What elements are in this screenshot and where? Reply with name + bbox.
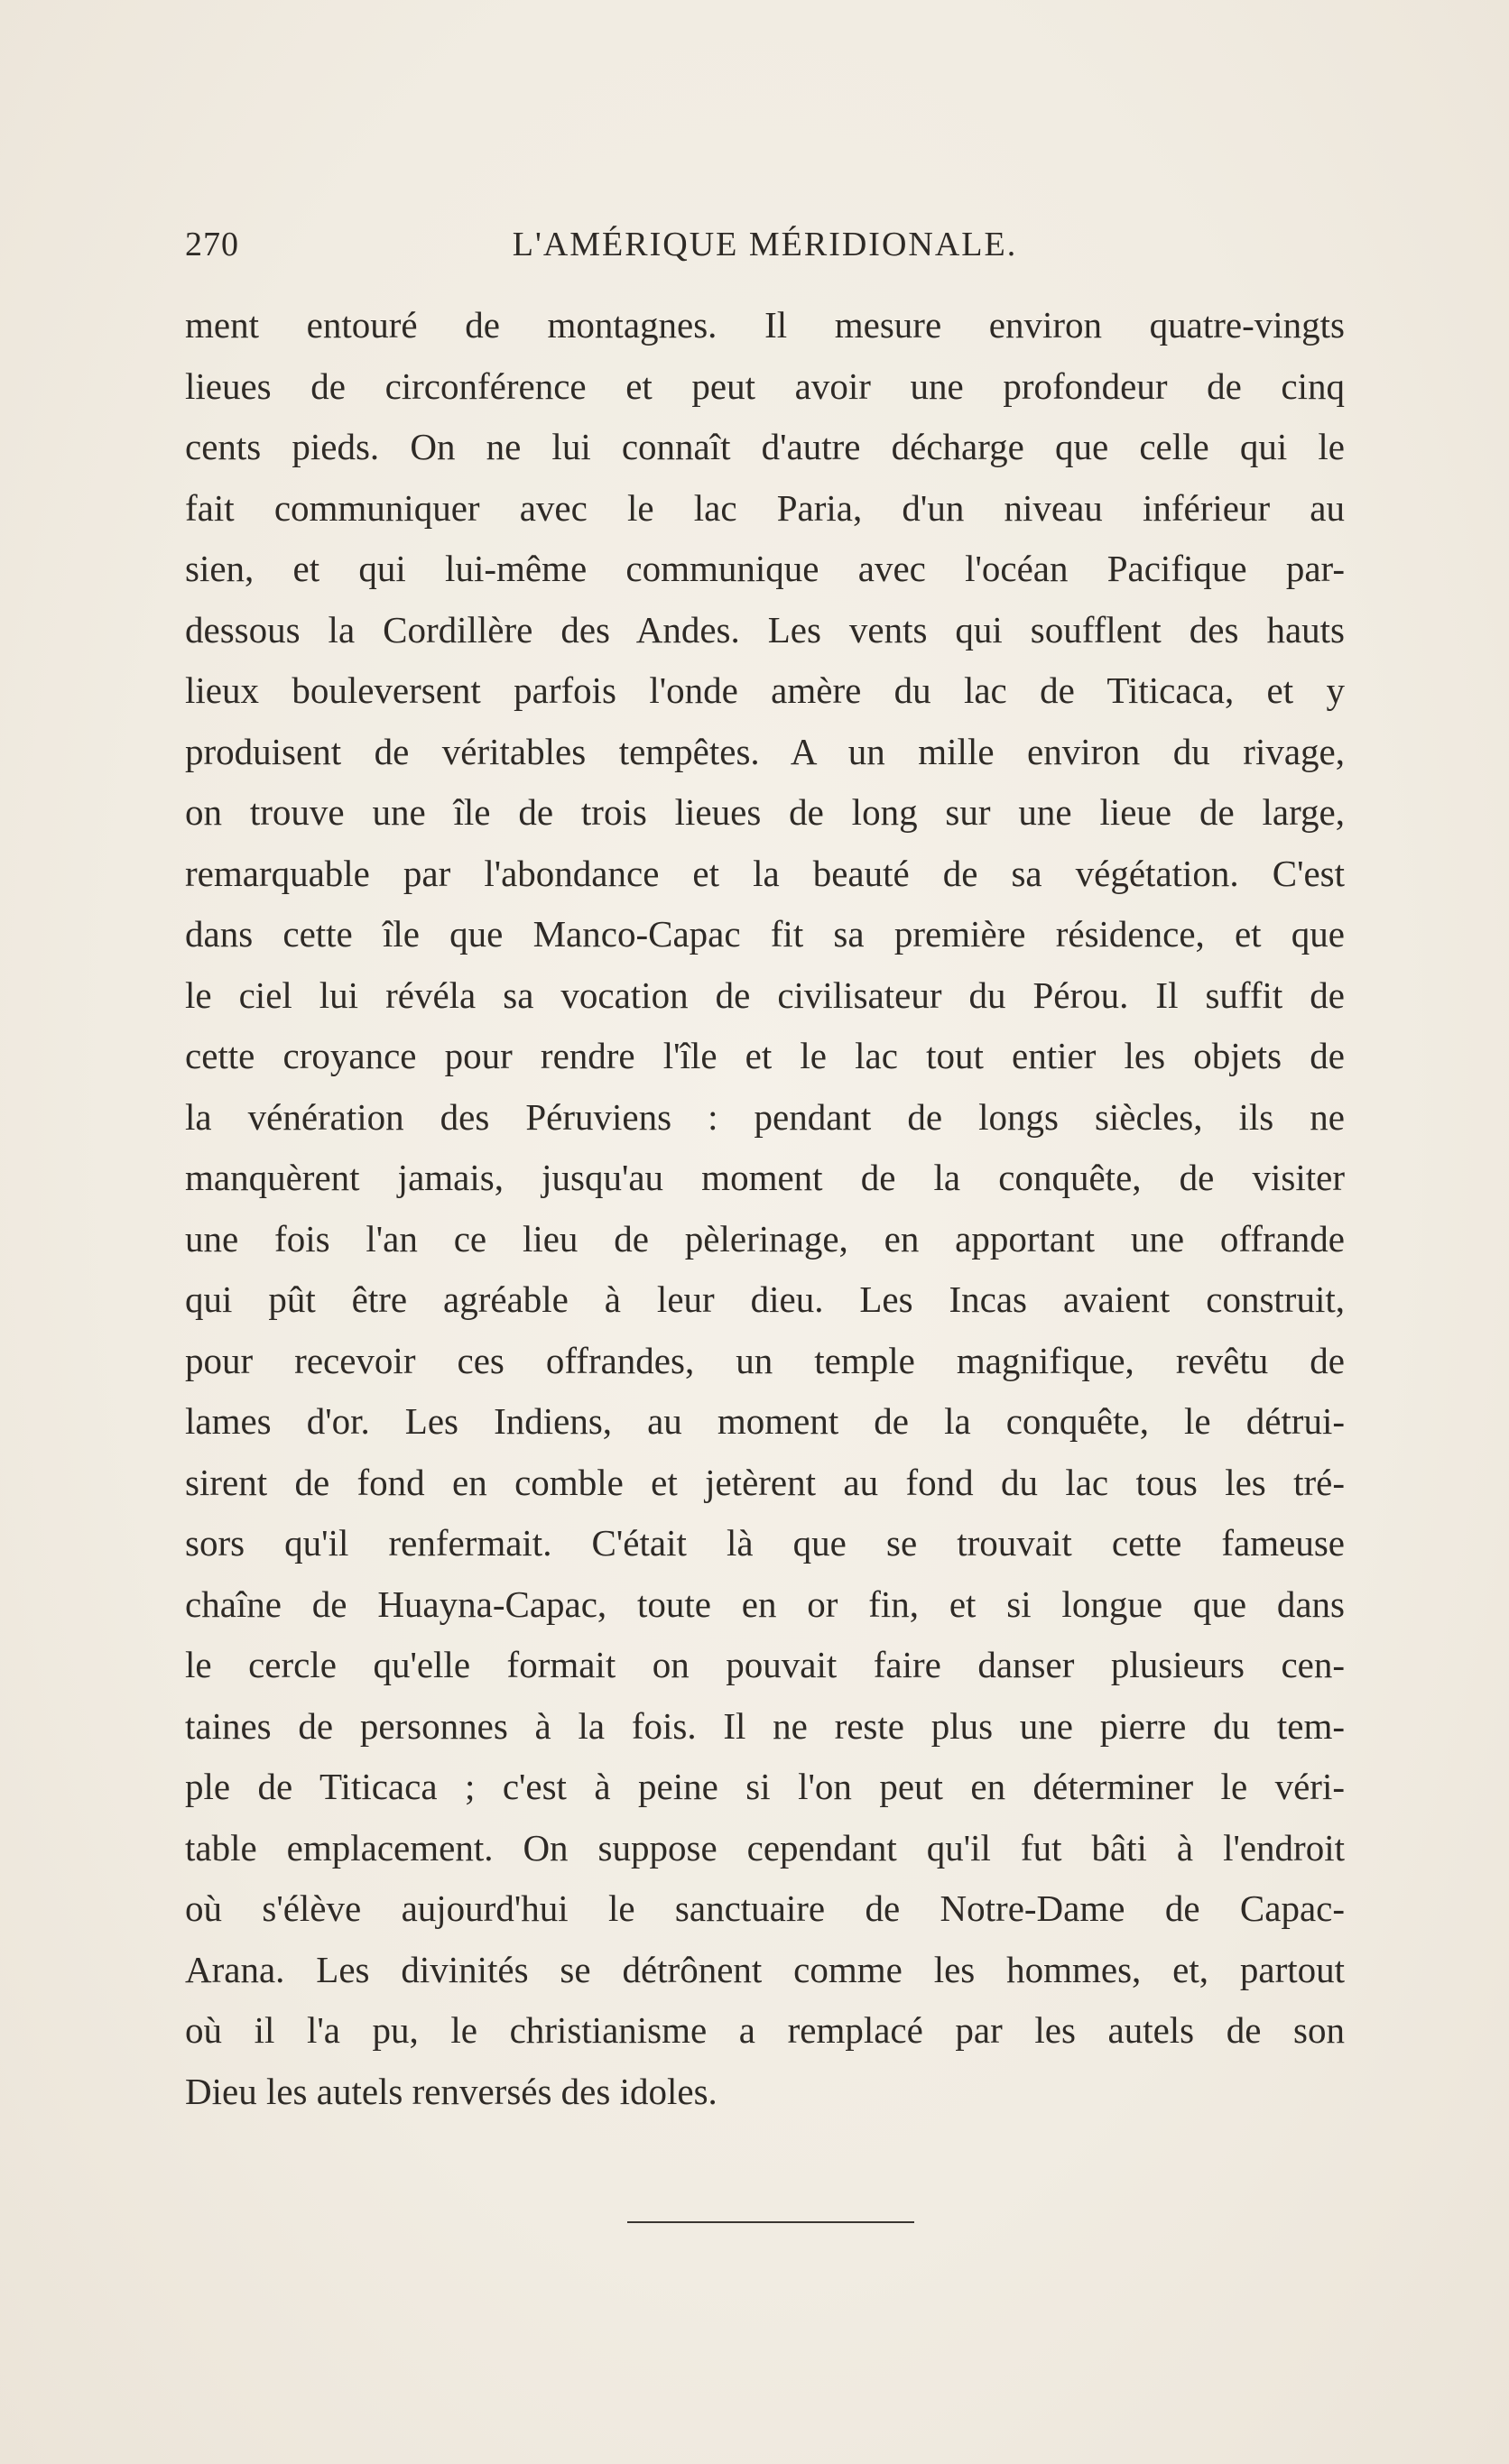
text-line: manquèrent jamais, jusqu'au moment de la conquête, de visiter [185, 1157, 1345, 1198]
text-line: table emplacement. On suppose cependant qu'il fut bâti à l'endroit [185, 1826, 1345, 1869]
text-line: lieux bouleversent parfois l'onde amère du lac de Titicaca, et y [185, 669, 1345, 711]
text-line: remarquable par l'abondance et la beauté de sa végétation. C'est [185, 852, 1345, 894]
text-line: lieues de circonférence et peut avoir une profondeur de cinq [185, 365, 1345, 407]
running-head [185, 225, 1345, 270]
text-line: sirent de fond en comble et jetèrent au fond du lac tous les tré- [185, 1461, 1345, 1503]
page-number: 270 [185, 226, 239, 263]
text-line: le cercle qu'elle formait on pouvait faire danser plusieurs cen- [185, 1644, 1345, 1685]
text-line: lames d'or. Les Indiens, au moment de la conquête, le détrui- [185, 1400, 1345, 1442]
text-line: qui pût être agréable à leur dieu. Les Incas avaient construit, [185, 1278, 1345, 1320]
text-line: Arana. Les divinités se détrônent comme les hommes, et, partout [185, 1948, 1345, 1990]
section-divider [627, 2221, 914, 2223]
text-line: taines de personnes à la fois. Il ne reste plus une pierre du tem- [185, 1704, 1345, 1747]
text-line: une fois l'an ce lieu de pèlerinage, en apportant une offrande [185, 1217, 1345, 1260]
body-text [185, 295, 1345, 2122]
text-line: le ciel lui révéla sa vocation de civilisateur du Pérou. Il suffit de [185, 974, 1345, 1016]
text-line: dessous la Cordillère des Andes. Les vents qui soufflent des hauts [185, 608, 1345, 651]
text-line: on trouve une île de trois lieues de long sur une lieue de large, [185, 791, 1345, 833]
text-line: sors qu'il renfermait. C'était là que se trouvait cette fameuse [185, 1522, 1345, 1564]
text-line: pour recevoir ces offrandes, un temple magnifique, revêtu de [185, 1339, 1345, 1381]
text-line: Dieu les autels renversés des idoles. [185, 2070, 717, 2112]
text-line: chaîne de Huayna-Capac, toute en or fin, et si longue que dans [185, 1583, 1345, 1625]
text-line: où il l'a pu, le christianisme a remplacé par les autels de son [185, 2009, 1345, 2051]
text-line: cents pieds. On ne lui connaît d'autre décharge que celle qui le [185, 426, 1345, 467]
text-line: fait communiquer avec le lac Paria, d'un niveau inférieur au [185, 486, 1345, 529]
text-line: produisent de véritables tempêtes. A un mille environ du rivage, [185, 730, 1345, 772]
text-line: cette croyance pour rendre l'île et le lac tout entier les objets de [185, 1035, 1345, 1076]
text-line: sien, et qui lui-même communique avec l'océan Pacifique par- [185, 548, 1345, 589]
text-line: dans cette île que Manco-Capac fit sa première résidence, et que [185, 913, 1345, 955]
text-line: la vénération des Péruviens : pendant de longs siècles, ils ne [185, 1095, 1345, 1138]
running-title: L'AMÉRIQUE MÉRIDIONALE. [512, 226, 1018, 263]
text-line: ment entouré de montagnes. Il mesure environ quatre-vingts [185, 304, 1345, 346]
text-line: où s'élève aujourd'hui le sanctuaire de Notre-Dame de Capac- [185, 1887, 1345, 1929]
text-line: ple de Titicaca ; c'est à peine si l'on peut en déterminer le véri- [185, 1766, 1345, 1807]
